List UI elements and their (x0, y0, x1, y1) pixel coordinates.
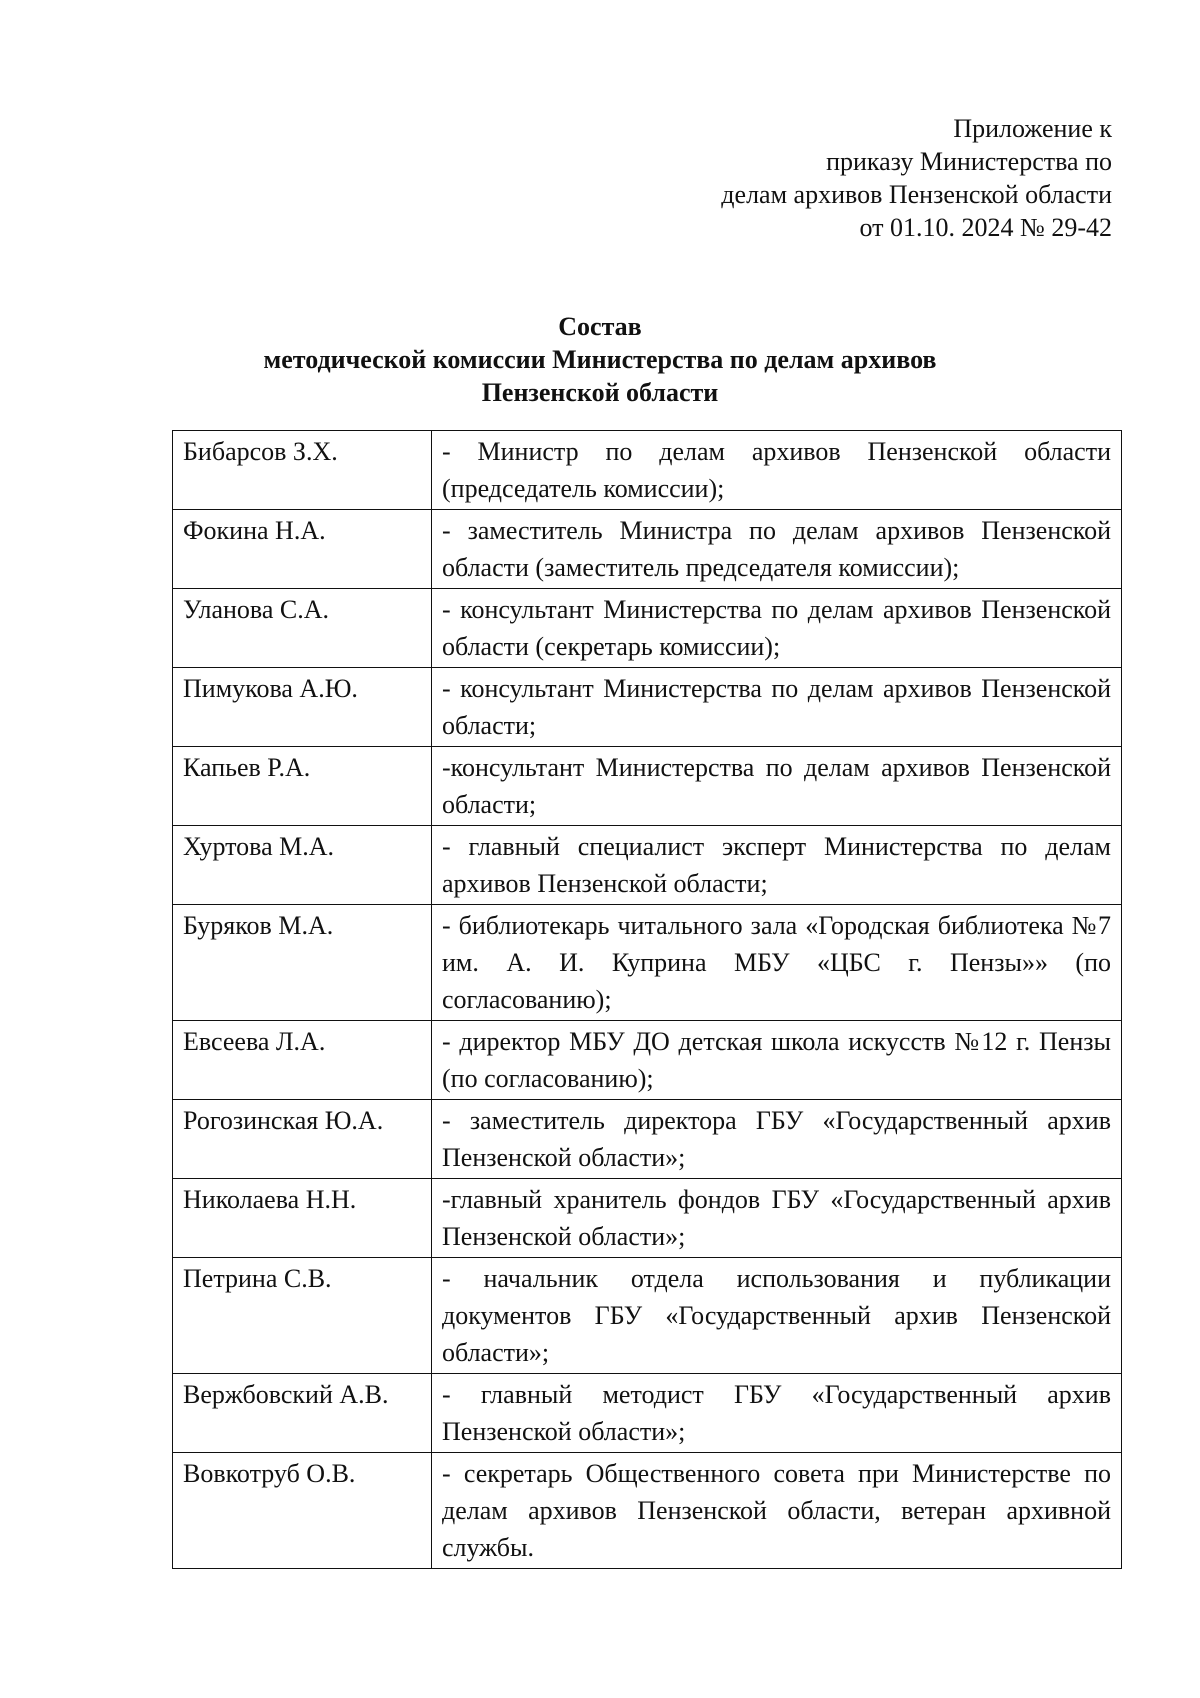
table-row (173, 668, 1122, 747)
member-role: -главный хранитель фондов ГБУ «Государственный архив Пензенской области»; (432, 1179, 1122, 1258)
commission-members-table (172, 430, 1122, 1569)
member-role: - начальник отдела использования и публикации документов ГБУ «Государственный архив Пензенской области»; (432, 1258, 1122, 1374)
member-role: - главный методист ГБУ «Государственный архив Пензенской области»; (432, 1374, 1122, 1453)
member-role: - заместитель Министра по делам архивов Пензенской области (заместитель председателя комиссии); (432, 510, 1122, 589)
table-row (173, 1179, 1122, 1258)
member-role: -консультант Министерства по делам архивов Пензенской области; (432, 747, 1122, 826)
table-row (173, 1374, 1122, 1453)
member-role: - консультант Министерства по делам архивов Пензенской области (секретарь комиссии); (432, 589, 1122, 668)
member-role: - главный специалист эксперт Министерства по делам архивов Пензенской области; (432, 826, 1122, 905)
member-name: Хуртова М.А. (173, 826, 432, 905)
member-role: - секретарь Общественного совета при Министерстве по делам архивов Пензенской области, ветеран архивной службы. (432, 1453, 1122, 1569)
member-name: Петрина С.В. (173, 1258, 432, 1374)
appendix-block (721, 112, 1112, 244)
appendix-line-2: приказу Министерства по (826, 147, 1112, 176)
member-name: Уланова С.А. (173, 589, 432, 668)
appendix-line-3: делам архивов Пензенской области (721, 180, 1112, 209)
member-role: - библиотекарь читального зала «Городская библиотека №7 им. А. И. Куприна МБУ «ЦБС г. Пензы»» (по согласованию); (432, 905, 1122, 1021)
member-name: Рогозинская Ю.А. (173, 1100, 432, 1179)
title-line-3: Пензенской области (481, 378, 719, 407)
appendix-line-4: от 01.10. 2024 № 29-42 (859, 213, 1112, 242)
member-name: Буряков М.А. (173, 905, 432, 1021)
title-line-2: методической комиссии Министерства по делам архивов (263, 345, 937, 374)
table-row (173, 1258, 1122, 1374)
member-role: - консультант Министерства по делам архивов Пензенской области; (432, 668, 1122, 747)
title-line-1: Состав (558, 312, 642, 341)
member-name: Бибарсов З.Х. (173, 431, 432, 510)
member-name: Евсеева Л.А. (173, 1021, 432, 1100)
document-title (0, 310, 1200, 409)
table-row (173, 1100, 1122, 1179)
member-name: Вовкотруб О.В. (173, 1453, 432, 1569)
table-row (173, 589, 1122, 668)
table-row (173, 905, 1122, 1021)
table-row (173, 747, 1122, 826)
member-role: - заместитель директора ГБУ «Государственный архив Пензенской области»; (432, 1100, 1122, 1179)
member-role: - директор МБУ ДО детская школа искусств №12 г. Пензы (по согласованию); (432, 1021, 1122, 1100)
table-row (173, 431, 1122, 510)
member-role: - Министр по делам архивов Пензенской области (председатель комиссии); (432, 431, 1122, 510)
member-name: Пимукова А.Ю. (173, 668, 432, 747)
member-name: Капьев Р.А. (173, 747, 432, 826)
member-name: Николаева Н.Н. (173, 1179, 432, 1258)
table-row (173, 1453, 1122, 1569)
table-row (173, 510, 1122, 589)
member-name: Вержбовский А.В. (173, 1374, 432, 1453)
table-row (173, 826, 1122, 905)
table-row (173, 1021, 1122, 1100)
appendix-line-1: Приложение к (953, 114, 1112, 143)
member-name: Фокина Н.А. (173, 510, 432, 589)
